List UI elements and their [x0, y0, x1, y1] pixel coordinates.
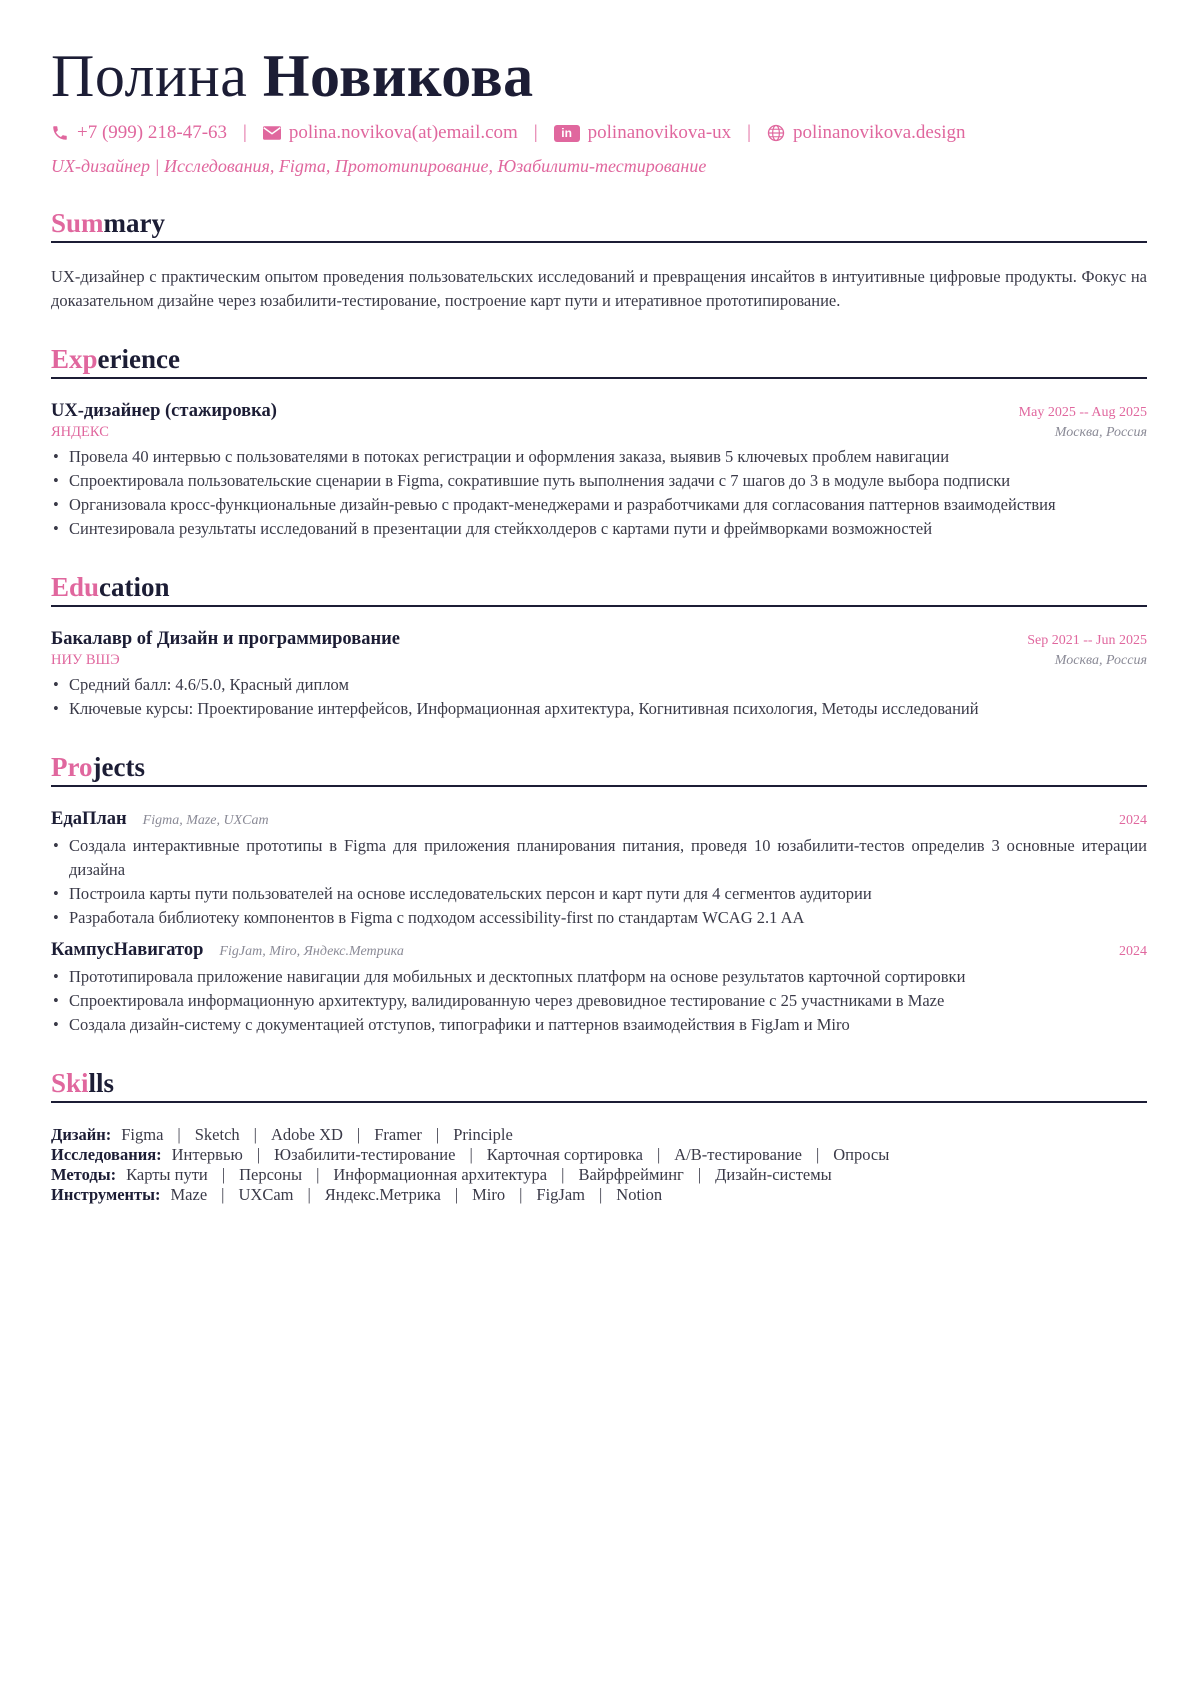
education-dates: Sep 2021 -- Jun 2025 — [1027, 633, 1147, 648]
skill-row — [51, 1145, 1147, 1165]
skill-category: Методы: — [51, 1165, 117, 1184]
skill-separator: | — [598, 1185, 603, 1204]
section-title-accent: Pro — [51, 752, 93, 782]
skill-item: Юзабилити-тестирование — [274, 1145, 456, 1164]
bullet-item: • Провела 40 интервью с пользователями в потоках регистрации и оформления заказа, выявив 5 ключевых проблем навигации — [51, 445, 1147, 469]
linkedin-handle: polinanovikova-ux — [587, 122, 732, 143]
bullet-item: • Спроектировала информационную архитектуру, валидированную через древовидное тестирование с 25 участниками в Maze — [51, 989, 1147, 1013]
email-address: polina.novikova(at)email.com — [288, 122, 518, 143]
skill-separator: | — [815, 1145, 820, 1164]
skill-item: Miro — [472, 1185, 506, 1204]
section-title — [51, 1067, 1147, 1103]
skill-separator: | — [356, 1125, 361, 1144]
skill-separator: | — [177, 1125, 181, 1144]
skill-separator: | — [307, 1185, 311, 1204]
project-title: КампусНавигатор — [51, 940, 204, 960]
project-tech: Figma, Maze, UXCam — [142, 813, 269, 828]
experience-entry — [51, 401, 1147, 541]
degree-title: Бакалавр of Дизайн и программирование — [51, 629, 400, 649]
tagline: UX-дизайнер | Исследования, Figma, Прототипирование, Юзабилити-тестирование — [51, 156, 707, 176]
contact-website[interactable] — [767, 122, 966, 144]
skill-separator: | — [697, 1165, 702, 1184]
skill-item: Дизайн-системы — [715, 1165, 832, 1184]
skill-item: Maze — [170, 1185, 208, 1204]
skill-separator: | — [656, 1145, 661, 1164]
skill-row — [51, 1185, 1147, 1205]
skill-separator: | — [253, 1125, 257, 1144]
project-year: 2024 — [1119, 813, 1147, 828]
project-title: ЕдаПлан — [51, 809, 127, 829]
skill-separator: | — [561, 1165, 565, 1184]
bullet-item: • Прототипировала приложение навигации для мобильных и десктопных платформ на основе результатов карточной сортировки — [51, 965, 1147, 989]
project-year: 2024 — [1119, 944, 1147, 959]
bullet-item: • Синтезировала результаты исследований в презентации для стейкхолдеров с картами пути и фреймворками возможностей — [51, 517, 1147, 541]
projects-section — [51, 751, 1147, 1037]
skill-separator: | — [519, 1185, 523, 1204]
section-title-rest: mary — [103, 208, 166, 238]
skill-item: Framer — [374, 1125, 422, 1144]
skill-item: Карточная сортировка — [486, 1145, 643, 1164]
candidate-name — [51, 40, 1147, 112]
globe-icon — [767, 124, 785, 142]
skill-row — [51, 1125, 1147, 1145]
contact-email[interactable] — [263, 122, 518, 144]
skill-item: Яндекс.Метрика — [324, 1185, 441, 1204]
skill-item: Adobe XD — [270, 1125, 343, 1144]
skill-separator: | — [221, 1165, 226, 1184]
skill-category: Исследования: — [51, 1145, 162, 1164]
skill-item: A/B-тестирование — [674, 1145, 802, 1164]
skill-separator: | — [256, 1145, 261, 1164]
website-url: polinanovikova.design — [792, 122, 966, 143]
education-section — [51, 571, 1147, 721]
contact-bar — [51, 120, 1147, 146]
contact-separator: | — [533, 122, 538, 143]
phone-icon — [51, 124, 69, 142]
summary-text: UX-дизайнер с практическим опытом проведения пользовательских исследований и превращения инсайтов в интуитивные цифровые продукты. Фокус на доказательном дизайне через юзабилити-тестирование, построение карт пути и итеративное прототипирование. — [51, 267, 1147, 310]
bullet-item: • Создала интерактивные прототипы в Figma для приложения планирования питания, проведя 10 юзабилити-тестов определив 3 основные итерации дизайна — [51, 834, 1147, 882]
bullet-list — [51, 834, 1147, 930]
skill-separator: | — [316, 1165, 320, 1184]
job-location: Москва, Россия — [1054, 425, 1147, 440]
bullet-list — [51, 445, 1147, 541]
bullet-item: • Средний балл: 4.6/5.0, Красный диплом — [51, 673, 1147, 697]
skill-row — [51, 1165, 1147, 1185]
skill-separator: | — [454, 1185, 459, 1204]
skill-category: Дизайн: — [51, 1125, 112, 1144]
section-title-accent: Sum — [51, 208, 104, 238]
company-name: ЯНДЕКС — [51, 424, 109, 440]
first-name: Полина — [51, 43, 248, 109]
skill-separator: | — [221, 1185, 225, 1204]
contact-separator: | — [747, 122, 751, 143]
linkedin-icon: in — [554, 125, 580, 142]
skill-item: Principle — [453, 1125, 513, 1144]
skill-item: Вайрфрейминг — [578, 1165, 684, 1184]
bullet-list — [51, 965, 1147, 1037]
last-name: Новикова — [262, 43, 534, 109]
education-entry — [51, 629, 1147, 721]
skill-item: UXCam — [238, 1185, 294, 1204]
job-title: UX-дизайнер (стажировка) — [51, 401, 277, 421]
skill-item: FigJam — [536, 1185, 585, 1204]
section-title-accent: Exp — [51, 344, 98, 374]
bullet-item: • Построила карты пути пользователей на основе исследовательских персон и карт пути для 4 сегментов аудитории — [51, 882, 1147, 906]
contact-separator: | — [243, 122, 247, 143]
section-title-rest: jects — [92, 752, 145, 782]
envelope-icon — [263, 126, 281, 140]
contact-linkedin[interactable] — [554, 122, 732, 144]
bullet-list — [51, 673, 1147, 721]
section-title-rest: lls — [88, 1068, 115, 1098]
skill-item: Персоны — [239, 1165, 303, 1184]
job-dates: May 2025 -- Aug 2025 — [1018, 405, 1147, 420]
summary-section — [51, 207, 1147, 313]
skill-item: Интервью — [171, 1145, 243, 1164]
bullet-item: • Разработала библиотеку компонентов в Figma с подходом accessibility-first по стандартам WCAG 2.1 AA — [51, 906, 1147, 930]
skill-item: Карты пути — [126, 1165, 208, 1184]
section-title-rest: cation — [99, 572, 170, 602]
section-title-rest: erience — [97, 344, 180, 374]
skills-section — [51, 1067, 1147, 1205]
institution-name: НИУ ВШЭ — [51, 652, 120, 668]
project-entry — [51, 940, 1147, 1037]
skill-item: Figma — [121, 1125, 164, 1144]
bullet-item: • Спроектировала пользовательские сценарии в Figma, сократившие путь выполнения задачи с 7 шагов до 3 в модуле выбора подписки — [51, 469, 1147, 493]
bullet-item: • Организовала кросс-функциональные дизайн-ревью с продакт-менеджерами и разработчиками для согласования паттернов взаимодействия — [51, 493, 1147, 517]
project-entry — [51, 809, 1147, 930]
education-location: Москва, Россия — [1054, 653, 1147, 668]
skill-item: Notion — [616, 1185, 663, 1204]
experience-section — [51, 343, 1147, 541]
phone-number: +7 (999) 218-47-63 — [77, 122, 228, 143]
skills-list — [51, 1125, 1147, 1205]
project-tech: FigJam, Miro, Яндекс.Метрика — [219, 944, 404, 959]
section-title-accent: Edu — [51, 572, 100, 602]
skill-separator: | — [435, 1125, 440, 1144]
skill-item: Опросы — [833, 1145, 890, 1164]
section-title-accent: Ski — [51, 1068, 89, 1098]
skill-separator: | — [469, 1145, 473, 1164]
bullet-item: • Создала дизайн-систему с документацией отступов, типографики и паттернов взаимодействия в FigJam и Miro — [51, 1013, 1147, 1037]
section-title — [51, 207, 1147, 243]
section-title — [51, 571, 1147, 607]
section-title — [51, 343, 1147, 379]
resume-page — [51, 40, 1147, 1205]
contact-phone[interactable] — [51, 122, 227, 144]
bullet-item: • Ключевые курсы: Проектирование интерфейсов, Информационная архитектура, Когнитивная психология, Методы исследований — [51, 697, 1147, 721]
skill-item: Информационная архитектура — [333, 1165, 548, 1184]
section-title — [51, 751, 1147, 787]
skill-item: Sketch — [194, 1125, 240, 1144]
skill-category: Инструменты: — [51, 1185, 161, 1204]
